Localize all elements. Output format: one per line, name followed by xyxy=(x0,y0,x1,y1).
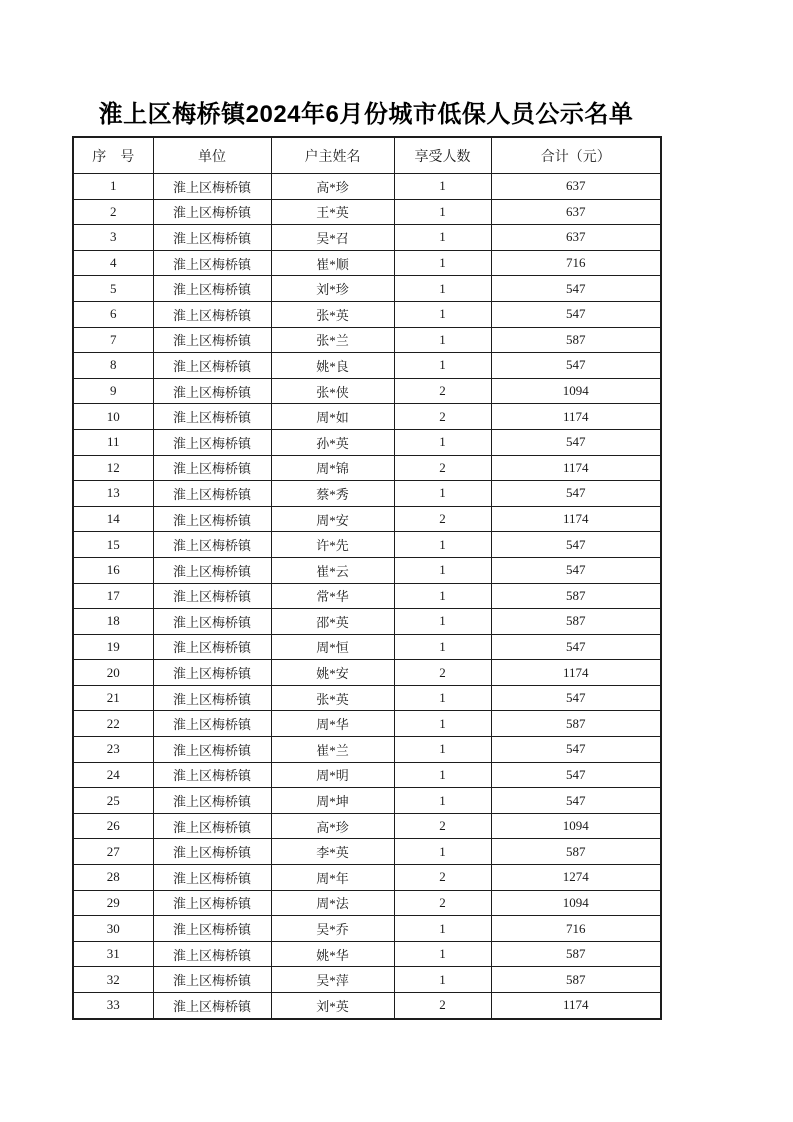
table-row xyxy=(73,429,661,455)
cell-total-yuan: 1174 xyxy=(491,506,661,532)
cell-index: 26 xyxy=(73,813,153,839)
cell-index: 16 xyxy=(73,557,153,583)
table-row xyxy=(73,865,661,891)
cell-index: 22 xyxy=(73,711,153,737)
cell-index: 12 xyxy=(73,455,153,481)
cell-total-yuan: 1174 xyxy=(491,455,661,481)
cell-householder-name: 孙*英 xyxy=(271,429,394,455)
cell-unit: 淮上区梅桥镇 xyxy=(153,890,271,916)
table-row xyxy=(73,660,661,686)
cell-index: 30 xyxy=(73,916,153,942)
cell-total-yuan: 587 xyxy=(491,583,661,609)
cell-householder-name: 王*英 xyxy=(271,199,394,225)
cell-householder-name: 张*英 xyxy=(271,685,394,711)
cell-beneficiary-count: 2 xyxy=(394,378,491,404)
cell-beneficiary-count: 1 xyxy=(394,967,491,993)
cell-unit: 淮上区梅桥镇 xyxy=(153,711,271,737)
table-row xyxy=(73,788,661,814)
cell-beneficiary-count: 1 xyxy=(394,174,491,200)
cell-total-yuan: 587 xyxy=(491,839,661,865)
table-row xyxy=(73,353,661,379)
cell-householder-name: 高*珍 xyxy=(271,813,394,839)
cell-householder-name: 周*年 xyxy=(271,865,394,891)
cell-unit: 淮上区梅桥镇 xyxy=(153,455,271,481)
cell-index: 25 xyxy=(73,788,153,814)
cell-unit: 淮上区梅桥镇 xyxy=(153,993,271,1019)
cell-index: 6 xyxy=(73,301,153,327)
cell-householder-name: 周*明 xyxy=(271,762,394,788)
cell-beneficiary-count: 2 xyxy=(394,993,491,1019)
cell-unit: 淮上区梅桥镇 xyxy=(153,583,271,609)
cell-householder-name: 刘*珍 xyxy=(271,276,394,302)
cell-unit: 淮上区梅桥镇 xyxy=(153,481,271,507)
cell-index: 19 xyxy=(73,634,153,660)
cell-householder-name: 邵*英 xyxy=(271,609,394,635)
cell-unit: 淮上区梅桥镇 xyxy=(153,941,271,967)
cell-householder-name: 吴*乔 xyxy=(271,916,394,942)
table-row xyxy=(73,378,661,404)
cell-total-yuan: 1094 xyxy=(491,890,661,916)
cell-unit: 淮上区梅桥镇 xyxy=(153,609,271,635)
cell-total-yuan: 547 xyxy=(491,276,661,302)
cell-index: 28 xyxy=(73,865,153,891)
cell-unit: 淮上区梅桥镇 xyxy=(153,404,271,430)
cell-total-yuan: 1094 xyxy=(491,813,661,839)
cell-index: 11 xyxy=(73,429,153,455)
cell-index: 4 xyxy=(73,250,153,276)
cell-unit: 淮上区梅桥镇 xyxy=(153,762,271,788)
cell-index: 24 xyxy=(73,762,153,788)
cell-householder-name: 高*珍 xyxy=(271,174,394,200)
cell-total-yuan: 547 xyxy=(491,557,661,583)
cell-householder-name: 崔*云 xyxy=(271,557,394,583)
table-row xyxy=(73,967,661,993)
cell-beneficiary-count: 1 xyxy=(394,532,491,558)
cell-unit: 淮上区梅桥镇 xyxy=(153,557,271,583)
table-row xyxy=(73,481,661,507)
cell-beneficiary-count: 2 xyxy=(394,506,491,532)
cell-householder-name: 姚*良 xyxy=(271,353,394,379)
cell-householder-name: 周*坤 xyxy=(271,788,394,814)
column-header-index: 序 号 xyxy=(73,137,153,174)
table-body xyxy=(73,174,661,1019)
cell-unit: 淮上区梅桥镇 xyxy=(153,839,271,865)
cell-index: 7 xyxy=(73,327,153,353)
cell-unit: 淮上区梅桥镇 xyxy=(153,813,271,839)
cell-index: 29 xyxy=(73,890,153,916)
cell-beneficiary-count: 1 xyxy=(394,250,491,276)
cell-index: 18 xyxy=(73,609,153,635)
cell-total-yuan: 587 xyxy=(491,711,661,737)
cell-unit: 淮上区梅桥镇 xyxy=(153,660,271,686)
table-row xyxy=(73,225,661,251)
table-row xyxy=(73,583,661,609)
cell-householder-name: 许*先 xyxy=(271,532,394,558)
cell-householder-name: 吴*萍 xyxy=(271,967,394,993)
cell-index: 10 xyxy=(73,404,153,430)
table-row xyxy=(73,609,661,635)
table-row xyxy=(73,916,661,942)
cell-total-yuan: 547 xyxy=(491,737,661,763)
cell-index: 31 xyxy=(73,941,153,967)
table-header-row xyxy=(73,137,661,174)
cell-beneficiary-count: 2 xyxy=(394,865,491,891)
cell-unit: 淮上区梅桥镇 xyxy=(153,429,271,455)
cell-beneficiary-count: 1 xyxy=(394,788,491,814)
cell-beneficiary-count: 1 xyxy=(394,737,491,763)
welfare-roster-table xyxy=(72,136,662,1020)
cell-beneficiary-count: 1 xyxy=(394,557,491,583)
cell-householder-name: 吴*召 xyxy=(271,225,394,251)
cell-householder-name: 周*恒 xyxy=(271,634,394,660)
cell-beneficiary-count: 2 xyxy=(394,660,491,686)
cell-householder-name: 张*英 xyxy=(271,301,394,327)
cell-total-yuan: 587 xyxy=(491,327,661,353)
table-row xyxy=(73,250,661,276)
cell-householder-name: 张*侠 xyxy=(271,378,394,404)
cell-unit: 淮上区梅桥镇 xyxy=(153,301,271,327)
cell-householder-name: 崔*顺 xyxy=(271,250,394,276)
cell-index: 33 xyxy=(73,993,153,1019)
cell-unit: 淮上区梅桥镇 xyxy=(153,378,271,404)
cell-beneficiary-count: 1 xyxy=(394,481,491,507)
cell-total-yuan: 1094 xyxy=(491,378,661,404)
cell-total-yuan: 637 xyxy=(491,174,661,200)
cell-total-yuan: 1274 xyxy=(491,865,661,891)
cell-index: 3 xyxy=(73,225,153,251)
table-row xyxy=(73,506,661,532)
cell-beneficiary-count: 1 xyxy=(394,301,491,327)
cell-unit: 淮上区梅桥镇 xyxy=(153,916,271,942)
cell-householder-name: 姚*华 xyxy=(271,941,394,967)
cell-unit: 淮上区梅桥镇 xyxy=(153,685,271,711)
cell-beneficiary-count: 1 xyxy=(394,685,491,711)
cell-householder-name: 姚*安 xyxy=(271,660,394,686)
cell-total-yuan: 547 xyxy=(491,429,661,455)
column-header-unit: 单位 xyxy=(153,137,271,174)
cell-householder-name: 周*法 xyxy=(271,890,394,916)
table-row xyxy=(73,174,661,200)
table-row xyxy=(73,634,661,660)
cell-beneficiary-count: 1 xyxy=(394,276,491,302)
cell-total-yuan: 547 xyxy=(491,301,661,327)
cell-householder-name: 周*锦 xyxy=(271,455,394,481)
column-header-total-yuan: 合计（元） xyxy=(491,137,661,174)
cell-householder-name: 周*安 xyxy=(271,506,394,532)
cell-householder-name: 蔡*秀 xyxy=(271,481,394,507)
cell-unit: 淮上区梅桥镇 xyxy=(153,276,271,302)
document-content xyxy=(72,101,660,1020)
cell-total-yuan: 547 xyxy=(491,353,661,379)
table-row xyxy=(73,532,661,558)
column-header-beneficiary-count: 享受人数 xyxy=(394,137,491,174)
cell-beneficiary-count: 1 xyxy=(394,353,491,379)
cell-beneficiary-count: 2 xyxy=(394,890,491,916)
cell-beneficiary-count: 1 xyxy=(394,429,491,455)
cell-unit: 淮上区梅桥镇 xyxy=(153,174,271,200)
cell-index: 27 xyxy=(73,839,153,865)
cell-total-yuan: 716 xyxy=(491,250,661,276)
table-row xyxy=(73,890,661,916)
table-row xyxy=(73,813,661,839)
cell-beneficiary-count: 1 xyxy=(394,225,491,251)
cell-beneficiary-count: 1 xyxy=(394,634,491,660)
cell-beneficiary-count: 1 xyxy=(394,199,491,225)
cell-unit: 淮上区梅桥镇 xyxy=(153,199,271,225)
cell-unit: 淮上区梅桥镇 xyxy=(153,532,271,558)
cell-index: 15 xyxy=(73,532,153,558)
cell-beneficiary-count: 1 xyxy=(394,916,491,942)
column-header-householder-name: 户主姓名 xyxy=(271,137,394,174)
page-title: 淮上区梅桥镇2024年6月份城市低保人员公示名单 xyxy=(98,101,634,128)
cell-householder-name: 刘*英 xyxy=(271,993,394,1019)
cell-beneficiary-count: 2 xyxy=(394,813,491,839)
table-row xyxy=(73,941,661,967)
table-row xyxy=(73,301,661,327)
cell-index: 23 xyxy=(73,737,153,763)
table-row xyxy=(73,557,661,583)
cell-beneficiary-count: 1 xyxy=(394,609,491,635)
cell-householder-name: 周*华 xyxy=(271,711,394,737)
cell-index: 9 xyxy=(73,378,153,404)
cell-index: 17 xyxy=(73,583,153,609)
table-row xyxy=(73,404,661,430)
cell-total-yuan: 587 xyxy=(491,941,661,967)
table-row xyxy=(73,455,661,481)
cell-total-yuan: 1174 xyxy=(491,660,661,686)
cell-unit: 淮上区梅桥镇 xyxy=(153,788,271,814)
cell-unit: 淮上区梅桥镇 xyxy=(153,327,271,353)
table-row xyxy=(73,199,661,225)
cell-index: 13 xyxy=(73,481,153,507)
cell-unit: 淮上区梅桥镇 xyxy=(153,353,271,379)
cell-total-yuan: 547 xyxy=(491,532,661,558)
cell-unit: 淮上区梅桥镇 xyxy=(153,865,271,891)
cell-index: 1 xyxy=(73,174,153,200)
cell-beneficiary-count: 2 xyxy=(394,455,491,481)
cell-householder-name: 李*英 xyxy=(271,839,394,865)
table-row xyxy=(73,839,661,865)
cell-unit: 淮上区梅桥镇 xyxy=(153,967,271,993)
cell-total-yuan: 716 xyxy=(491,916,661,942)
cell-beneficiary-count: 1 xyxy=(394,583,491,609)
cell-index: 32 xyxy=(73,967,153,993)
cell-total-yuan: 1174 xyxy=(491,404,661,430)
table-row xyxy=(73,327,661,353)
cell-total-yuan: 637 xyxy=(491,199,661,225)
cell-total-yuan: 547 xyxy=(491,685,661,711)
cell-index: 5 xyxy=(73,276,153,302)
table-row xyxy=(73,993,661,1019)
cell-beneficiary-count: 2 xyxy=(394,404,491,430)
cell-index: 2 xyxy=(73,199,153,225)
cell-unit: 淮上区梅桥镇 xyxy=(153,225,271,251)
cell-householder-name: 崔*兰 xyxy=(271,737,394,763)
cell-total-yuan: 547 xyxy=(491,481,661,507)
cell-householder-name: 周*如 xyxy=(271,404,394,430)
cell-householder-name: 常*华 xyxy=(271,583,394,609)
table-row xyxy=(73,737,661,763)
cell-index: 21 xyxy=(73,685,153,711)
cell-householder-name: 张*兰 xyxy=(271,327,394,353)
cell-total-yuan: 547 xyxy=(491,634,661,660)
cell-unit: 淮上区梅桥镇 xyxy=(153,506,271,532)
cell-unit: 淮上区梅桥镇 xyxy=(153,634,271,660)
cell-unit: 淮上区梅桥镇 xyxy=(153,737,271,763)
cell-beneficiary-count: 1 xyxy=(394,327,491,353)
cell-index: 8 xyxy=(73,353,153,379)
cell-unit: 淮上区梅桥镇 xyxy=(153,250,271,276)
table-row xyxy=(73,276,661,302)
table-row xyxy=(73,685,661,711)
cell-total-yuan: 1174 xyxy=(491,993,661,1019)
cell-index: 20 xyxy=(73,660,153,686)
cell-beneficiary-count: 1 xyxy=(394,711,491,737)
table-row xyxy=(73,762,661,788)
cell-total-yuan: 587 xyxy=(491,609,661,635)
cell-total-yuan: 637 xyxy=(491,225,661,251)
cell-beneficiary-count: 1 xyxy=(394,762,491,788)
cell-total-yuan: 587 xyxy=(491,967,661,993)
cell-total-yuan: 547 xyxy=(491,762,661,788)
cell-beneficiary-count: 1 xyxy=(394,941,491,967)
cell-beneficiary-count: 1 xyxy=(394,839,491,865)
cell-total-yuan: 547 xyxy=(491,788,661,814)
table-row xyxy=(73,711,661,737)
cell-index: 14 xyxy=(73,506,153,532)
